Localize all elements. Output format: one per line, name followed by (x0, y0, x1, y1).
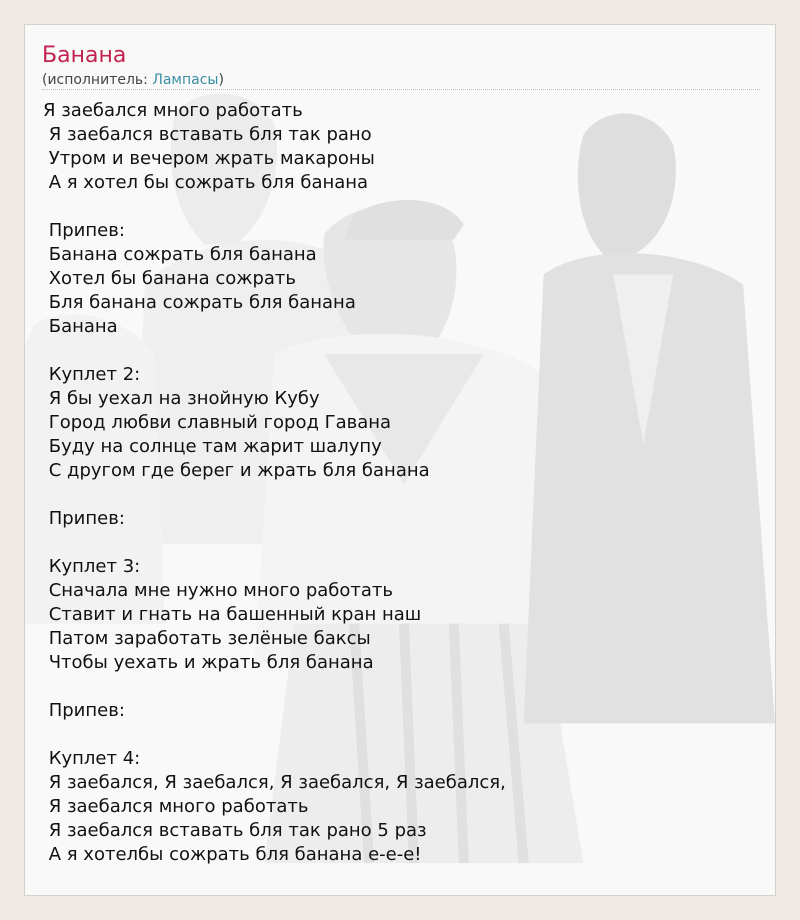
lyric-line: Банана (43, 316, 118, 337)
lyric-line: Я заебался вставать бля так рано (43, 124, 372, 145)
lyric-line: Сначала мне нужно много работать (43, 580, 394, 601)
lyric-line: Хотел бы банана сожрать (43, 268, 297, 289)
performer-suffix: ) (218, 72, 224, 88)
lyric-line: Город любви славный город Гавана (43, 412, 392, 433)
lyric-line (43, 339, 506, 363)
lyric-line: Припев: (43, 508, 125, 529)
lyric-line: С другом где берег и жрать бля банана (43, 460, 430, 481)
lyric-line (43, 675, 506, 699)
lyric-line (43, 483, 506, 507)
lyric-line: Утром и вечером жрать макароны (43, 148, 375, 169)
performer-line (42, 70, 224, 90)
lyric-line: Припев: (43, 220, 125, 241)
lyric-line: Куплет 3: (43, 556, 141, 577)
lyric-line: Я заебался много работать (43, 100, 303, 121)
lyric-line: Банана сожрать бля банана (43, 244, 317, 265)
lyric-line (43, 531, 506, 555)
lyric-line: Я бы уехал на знойную Кубу (43, 388, 320, 409)
lyric-line: Чтобы уехать и жрать бля банана (43, 652, 374, 673)
lyric-line: Ставит и гнать на башенный кран наш (43, 604, 422, 625)
lyric-line: Патом заработать зелёные баксы (43, 628, 371, 649)
performer-link[interactable]: Лампасы (152, 72, 219, 88)
lyric-line: Буду на солнце там жарит шалупу (43, 436, 382, 457)
lyric-line: Я заебался много работать (43, 796, 309, 817)
lyrics-text (43, 99, 506, 867)
lyric-line: Куплет 4: (43, 748, 141, 769)
lyric-line (43, 195, 506, 219)
lyric-line (43, 723, 506, 747)
lyric-line: Я заебался, Я заебался, Я заебался, Я заебался, (43, 772, 506, 793)
lyric-line: Я заебался вставать бля так рано 5 раз (43, 820, 427, 841)
title-divider (42, 89, 760, 90)
lyric-line: А я хотелбы сожрать бля банана е-е-е! (43, 844, 422, 865)
lyric-line: Куплет 2: (43, 364, 141, 385)
performer-prefix: (исполнитель: (42, 72, 153, 88)
lyric-line: Бля банана сожрать бля банана (43, 292, 356, 313)
lyrics-card (24, 24, 776, 896)
lyric-line: А я хотел бы сожрать бля банана (43, 172, 369, 193)
song-title: Банана (42, 43, 127, 68)
lyric-line: Припев: (43, 700, 125, 721)
